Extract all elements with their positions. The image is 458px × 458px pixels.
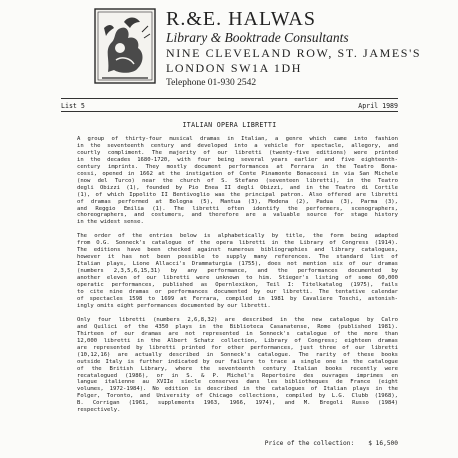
text-line: (numbers 2,3,5,6,15,31) by any performance, and the performances documented by [77,268,398,275]
text-line: of dramas performed at Bologna (5), Mantua (3), Modena (2), Padua (3), Parma (3), [77,198,398,205]
text-line: are represented by libretti printed for other performances, just three of our libretti [77,344,398,351]
text-line: respectively. [77,407,121,414]
body-text [61,136,398,421]
text-line: Italian plays, Lione Allacci's Drammaturgia (1755), does not mention six of our dramas [77,261,398,268]
paragraph-rarity [61,317,398,414]
text-line: and Quilici of the 4350 plays in the Biblioteca Casanatense, Rome (published 1981). [77,323,398,330]
text-line: A group of thirty-four musical dramas in Italian, a genre which came into fashion [77,136,398,142]
paragraph-method [61,233,398,309]
text-line: B. Corrigan (1961, supplements 1963, 1966, 1974), and M. Bregoli Russo (1984) [77,400,398,407]
text-line: The order of the entries below is alphabetically by title, the form being adapted [77,233,398,240]
price-amount: $ 16,500 [368,440,398,447]
text-line: courtly compliment. The majority of our libretti (twenty-five editions) were printed [77,149,398,156]
text-line: volumes, 1972-1984). No edition is described in the catalogues of Italian plays in the [77,386,398,393]
letterhead [166,8,456,90]
text-line: Thirteen of our dramas are not represented in Sonneck's catalogue of the more than [77,330,398,337]
text-line: Only four libretti (numbers 2,6,8,32) are described in the new catalogue by Calro [77,316,398,323]
telephone: Telephone 01-930 2542 [166,78,257,88]
paragraph-intro [61,136,398,226]
text-line: cossi, opened in 1662 at the instigation of Conte Pinamonte Bonacossi in via San Michele [77,170,398,177]
text-line: in the widest sense. [77,219,144,226]
text-line: and Reggio Emilia (1). The libretti often identify the performers, scenographers, [77,205,398,212]
address-line-1: NINE CLEVELAND ROW, ST. JAMES'S [166,46,422,60]
list-date: April 1989 [358,102,398,110]
text-line: century imprints. They mostly document performances at Ferrara in the Teatro Bona- [77,163,398,170]
page-title: ITALIAN OPERA LIBRETTI [182,121,277,129]
price-label: Price of the collection: [264,440,355,447]
text-line: 12,000 libretti in the Albert Schatz collection, Library of Congress; eighteen dramas [77,337,398,344]
text-line: degli Obizzi (1), founded by Pio Enea II degli Obizzi, and in the Teatro di Cortile [77,184,398,191]
text-line: in the seventeenth century and developed into a vehicle for spectacle, allegory, and [77,142,398,149]
text-line: in the decades 1680-1720, with four being several years earlier and five eighteenth- [77,156,398,163]
firm-tagline: Library & Booktrade Consultants [166,30,349,45]
text-line: to cite nine dramas or performances documented by our libretti. The tentative calendar [77,289,398,296]
text-line: another eleven of our libretti were unknown to him. Stieger's listing of some 60,000 [77,275,398,282]
printers-device-emblem-icon [94,8,156,84]
text-line: of spectacles 1598 to 1699 at Ferrara, compiled in 1981 by Cavaliere Toschi, astonish- [77,295,398,302]
text-line: however it has not been possible to supply many references. The standard list of [77,254,398,261]
address-line-2: LONDON SW1A 1DH [166,61,302,75]
top-rule [61,98,398,99]
text-line: operatic performances, published as Opernlexikon, Teil I: Titelkatalog (1975), fails [77,282,398,289]
text-line: langue italienne au XVIIe siecle conserves dans les bibliotheques de France (eight [77,379,398,386]
text-line: ingly omits eight performances documented by our libretti. [77,302,271,309]
text-line: (1), of which Ippolito II Bentivoglio was the principal patron. Also offered are libretti [77,191,398,198]
text-line: from O.G. Sonneck's catalogue of the opera libretti in the Library of Congress (1914). [77,240,398,247]
text-line: of the British Library, where the seventeenth century Italian books recently were [77,365,398,372]
header-rule [61,111,398,112]
firm-name: R.&E. HALWAS [166,8,316,30]
text-line: choreographers, and costumers, and therefore are a valuable source for stage history [77,212,398,219]
list-number: List 5 [61,102,85,110]
collection-price [265,440,398,447]
text-line: (10,12,16) are actually described in Sonneck's catalogue. The rarity of these books [77,351,398,358]
text-line: outside Italy is further indicated by our failure to trace a single one in the catalogue [77,358,398,365]
text-line: (now del Turco) near the church of S. Stefano (seventeen libretti), in the Teatro [77,177,398,184]
text-line: recatalogued (1986), or in S. & P. Michel's Repertoire des ouvrages imprimes en [77,372,398,379]
text-line: Folger, Toronto, and University of Chicago collections, compiled by L.G. Clubb (1968), [77,393,398,400]
text-line: The editions have been checked against numerous bibliographies and library catalogues, [77,247,398,254]
